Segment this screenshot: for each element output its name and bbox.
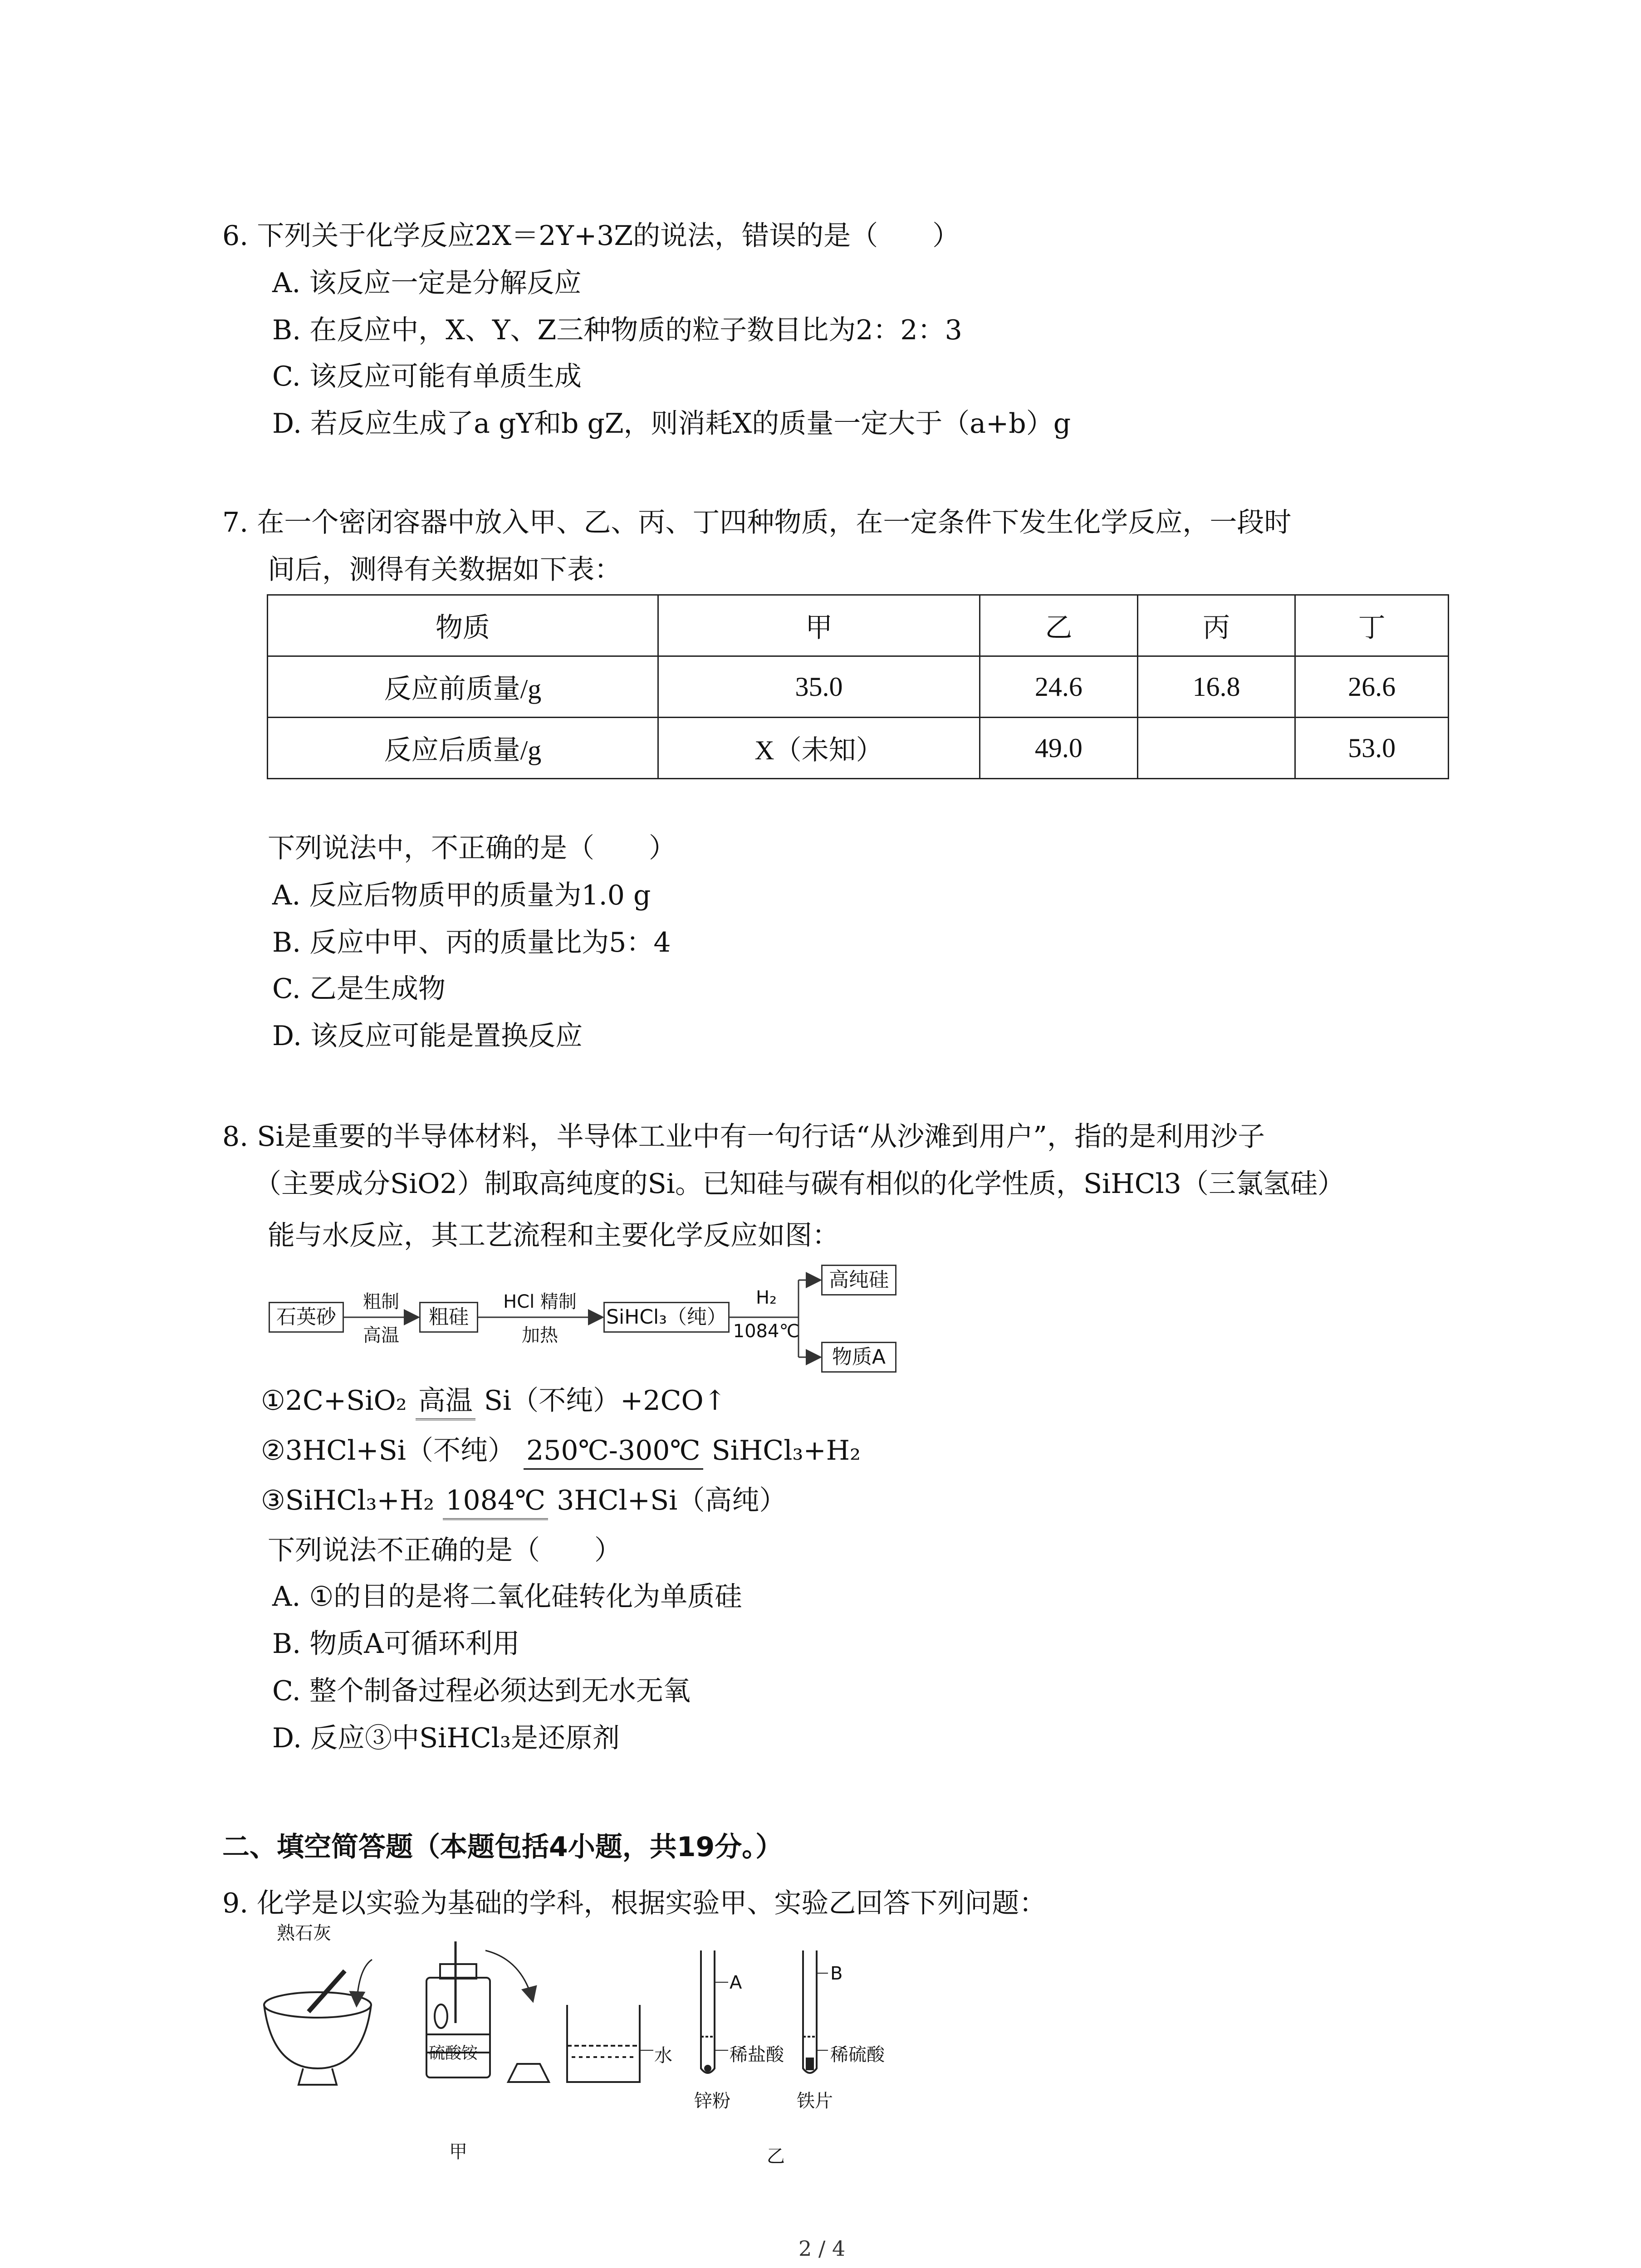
q7-option-b: B. 反应中甲、丙的质量比为5：4 [272, 927, 671, 958]
table-header-row [268, 595, 1449, 656]
flow-box-sihcl3: SiHCl₃（纯） [603, 1302, 730, 1333]
q7-option-d: D. 该反应可能是置换反应 [272, 1020, 583, 1052]
q8-stem-line3: 能与水反应，其工艺流程和主要化学反应如图： [268, 1220, 839, 1251]
table-cell: 24.6 [980, 656, 1138, 718]
q7-option-a: A. 反应后物质甲的质量为1.0 g [272, 880, 651, 911]
reaction-2-lhs: ②3HCl+Si（不纯） [261, 1435, 515, 1466]
flow-arrow2-label-top: HCl 精制 [503, 1291, 577, 1312]
flow-arrow1-label-bottom: 高温 [363, 1325, 399, 1346]
flow-box-quartz-sand: 石英砂 [269, 1302, 344, 1333]
q8-option-c: C. 整个制备过程必须达到无水无氧 [272, 1675, 691, 1707]
flow-arrow2-label-bottom: 加热 [522, 1325, 558, 1346]
reaction-3-lhs: ③SiHCl₃+H₂ [261, 1485, 435, 1516]
q8-option-b: B. 物质A可循环利用 [272, 1628, 520, 1660]
q8-stem-line1: 8. Si是重要的半导体材料，半导体工业中有一句行话“从沙滩到用户”，指的是利用沙子 [222, 1121, 1265, 1153]
q9-stem: 9. 化学是以实验为基础的学科，根据实验甲、实验乙回答下列问题： [222, 1887, 1047, 1919]
table-header-cell: 物质 [268, 595, 658, 656]
label-water: 水 [654, 2045, 672, 2066]
label-tube-a: A [730, 1972, 742, 1993]
q8-stem-line2: （主要成分SiO2）制取高纯度的Si。已知硅与碳有相似的化学性质，SiHCl3（三氯氢硅） [254, 1168, 1345, 1200]
flow-arrow3-label-bottom: 1084℃ [733, 1321, 800, 1342]
caption-experiment-jia: 甲 [449, 2141, 467, 2162]
reaction-3 [261, 1487, 786, 1514]
reaction-1-rhs: Si（不纯）+2CO↑ [484, 1385, 726, 1417]
q7-stem-line1: 7. 在一个密闭容器中放入甲、乙、丙、丁四种物质，在一定条件下发生化学反应，一段时 [222, 507, 1292, 538]
q6-option-c: C. 该反应可能有单质生成 [272, 361, 582, 392]
label-slaked-lime: 熟石灰 [277, 1923, 331, 1944]
table-cell: 26.6 [1295, 656, 1449, 718]
mortar-icon [264, 1971, 371, 2085]
table-header-cell: 甲 [658, 595, 980, 656]
q6-option-b: B. 在反应中，X、Y、Z三种物质的粒子数目比为2：2：3 [272, 314, 962, 346]
q6-stem: 6. 下列关于化学反应2X＝2Y+3Z的说法，错误的是（ ） [222, 220, 960, 252]
table-cell: X（未知） [658, 718, 980, 779]
reaction-2-condition: 250℃-300℃ [524, 1435, 703, 1470]
flow-box-high-purity-si: 高纯硅 [821, 1265, 896, 1295]
table-cell [1137, 718, 1295, 779]
table-header-cell: 丁 [1295, 595, 1449, 656]
table-header-cell: 丙 [1137, 595, 1295, 656]
q6-option-a: A. 该反应一定是分解反应 [272, 267, 582, 299]
flow-arrow3-label-top: H₂ [755, 1287, 777, 1308]
reaction-1-lhs: ①2C+SiO₂ [261, 1385, 407, 1417]
page-number: 2 / 4 [798, 2236, 846, 2261]
flow-arrows [263, 1261, 907, 1379]
q8-option-d: D. 反应③中SiHCl₃是还原剂 [272, 1722, 620, 1754]
table-cell: 49.0 [980, 718, 1138, 779]
label-dilute-hcl: 稀盐酸 [730, 2044, 784, 2065]
q8-ask: 下列说法不正确的是（ ） [268, 1535, 622, 1566]
reaction-2-rhs: SiHCl₃+H₂ [711, 1435, 861, 1466]
jar-lid-icon [508, 2064, 549, 2082]
q7-ask: 下列说法中，不正确的是（ ） [268, 832, 676, 864]
reaction-3-condition: 1084℃ [443, 1485, 548, 1520]
table-cell: 35.0 [658, 656, 980, 718]
label-zinc-powder: 锌粉 [694, 2091, 730, 2112]
q7-stem-line2: 间后，测得有关数据如下表： [268, 554, 622, 586]
flow-arrow1-label-top: 粗制 [363, 1291, 399, 1312]
section-2-title: 二、填空简答题（本题包括4小题，共19分。） [222, 1831, 783, 1863]
label-dilute-h2so4: 稀硫酸 [830, 2044, 885, 2065]
reaction-1-condition: 高温 [416, 1385, 475, 1420]
test-tube-a-icon [701, 1950, 728, 2073]
table-row [268, 656, 1449, 718]
reaction-1 [261, 1385, 726, 1417]
q8-option-a: A. ①的目的是将二氧化硅转化为单质硅 [272, 1581, 742, 1613]
test-tube-b-icon [803, 1950, 828, 2073]
table-row [268, 718, 1449, 779]
caption-experiment-yi: 乙 [767, 2146, 785, 2167]
flow-box-substance-a: 物质A [821, 1342, 896, 1373]
reaction-2 [261, 1437, 861, 1464]
q7-data-table [267, 594, 1449, 779]
flow-box-crude-silicon: 粗硅 [419, 1302, 478, 1333]
q6-option-d: D. 若反应生成了a gY和b gZ，则消耗X的质量一定大于（a+b）g [272, 408, 1071, 440]
label-ammonium-sulfate: 硫酸铵 [429, 2044, 478, 2063]
label-iron-sheet: 铁片 [797, 2091, 833, 2112]
label-tube-b: B [830, 1963, 843, 1984]
table-cell: 16.8 [1137, 656, 1295, 718]
q7-option-c: C. 乙是生成物 [272, 973, 446, 1005]
table-header-cell: 乙 [980, 595, 1138, 656]
table-cell: 反应前质量/g [268, 656, 658, 718]
beaker-icon [567, 2005, 653, 2082]
table-cell: 反应后质量/g [268, 718, 658, 779]
reaction-3-rhs: 3HCl+Si（高纯） [557, 1485, 787, 1516]
table-cell: 53.0 [1295, 718, 1449, 779]
